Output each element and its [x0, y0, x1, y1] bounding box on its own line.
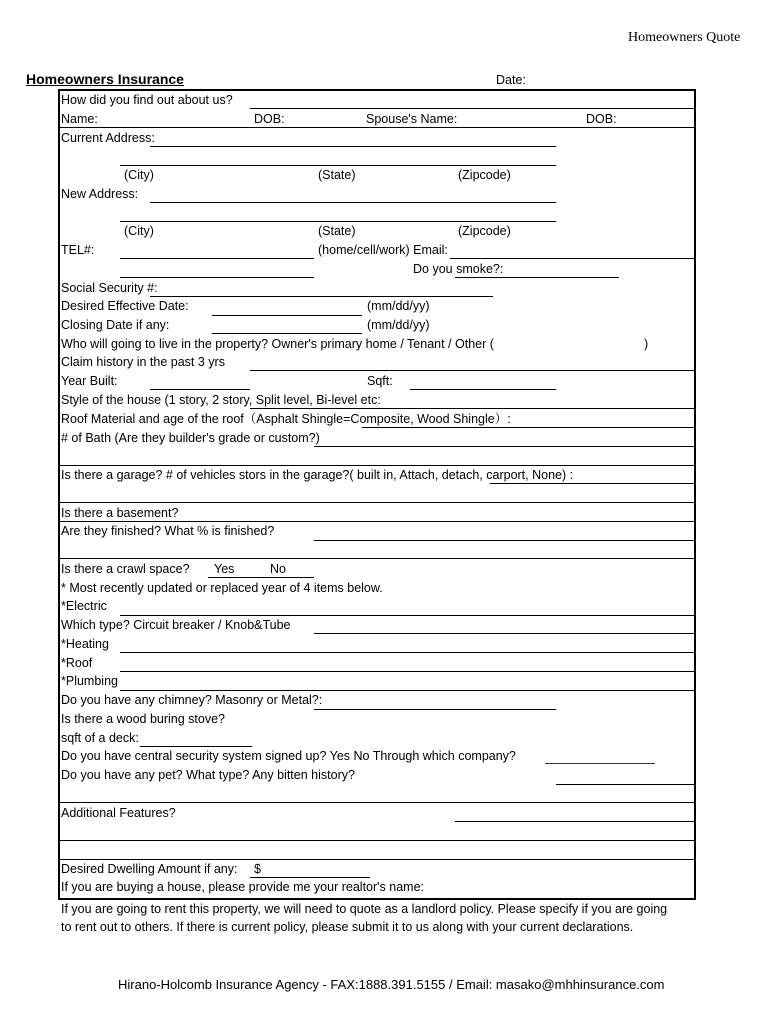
- year-built-field[interactable]: [150, 389, 250, 390]
- plumbing-label: *Plumbing: [61, 674, 118, 688]
- dollar-sign: $: [254, 862, 261, 876]
- security-system-label: Do you have central security system signed up? Yes No Through which company?: [61, 749, 516, 763]
- closing-date-label: Closing Date if any:: [61, 318, 170, 332]
- garage-label: Is there a garage? # of vehicles stors in the garage?( built in, Attach, detach, carport, None) :: [61, 468, 574, 482]
- crawl-space-field[interactable]: [208, 577, 314, 578]
- frame-right-border: [694, 89, 696, 899]
- zipcode-label-2: (Zipcode): [458, 224, 511, 238]
- closing-date-format: (mm/dd/yy): [367, 318, 430, 332]
- heating-field[interactable]: [120, 652, 694, 653]
- garage-field[interactable]: [490, 483, 694, 484]
- crawl-no-option[interactable]: No: [270, 562, 286, 576]
- current-address-label: Current Address:: [61, 131, 155, 145]
- plumbing-field[interactable]: [120, 690, 694, 691]
- name-label: Name:: [61, 112, 98, 126]
- bath-field-2[interactable]: [58, 465, 694, 466]
- occupancy-label: Who will going to live in the property? Owner's primary home / Tenant / Other (: [61, 337, 494, 351]
- bath-label: # of Bath (Are they builder's grade or custom?): [61, 431, 320, 445]
- crawl-space-label: Is there a crawl space?: [61, 562, 190, 576]
- additional-features-label: Additional Features?: [61, 806, 176, 820]
- state-label: (State): [318, 168, 356, 182]
- email-field[interactable]: [450, 258, 694, 259]
- claim-history-field[interactable]: [250, 370, 694, 371]
- effective-date-field[interactable]: [212, 315, 362, 316]
- dwelling-amount-label: Desired Dwelling Amount if any:: [61, 862, 238, 876]
- ssn-field[interactable]: [150, 296, 493, 297]
- effective-date-label: Desired Effective Date:: [61, 299, 189, 313]
- effective-date-format: (mm/dd/yy): [367, 299, 430, 313]
- pet-field-2[interactable]: [58, 802, 694, 803]
- state-label-2: (State): [318, 224, 356, 238]
- agency-footer: Hirano-Holcomb Insurance Agency - FAX:1888.391.5155 / Email: masako@mhhinsurance.com: [118, 977, 665, 992]
- new-address-line2-field[interactable]: [120, 221, 556, 222]
- basement-label: Is there a basement?: [61, 506, 179, 520]
- tel-field[interactable]: [120, 258, 314, 259]
- pet-field[interactable]: [556, 784, 694, 785]
- city-label-2: (City): [124, 224, 154, 238]
- basement-field[interactable]: [58, 521, 694, 522]
- sqft-label: Sqft:: [367, 374, 393, 388]
- breaker-type-label: Which type? Circuit breaker / Knob&Tube: [61, 618, 291, 632]
- finished-label: Are they finished? What % is finished?: [61, 524, 275, 538]
- closing-date-field[interactable]: [212, 333, 362, 334]
- name-row-field[interactable]: [58, 127, 694, 128]
- house-style-label: Style of the house (1 story, 2 story, Split level, Bi-level etc:: [61, 393, 381, 407]
- wood-stove-label: Is there a wood buring stove?: [61, 712, 225, 726]
- roof-field[interactable]: [120, 671, 694, 672]
- smoke-field[interactable]: [455, 277, 619, 278]
- dwelling-amount-field[interactable]: [250, 877, 370, 878]
- current-address-line2-field[interactable]: [120, 165, 556, 166]
- find-out-label: How did you find out about us?: [61, 93, 233, 107]
- dob-label: DOB:: [254, 112, 285, 126]
- frame-top-border: [58, 89, 695, 91]
- rental-note-line1: If you are going to rent this property, we will need to quote as a landlord policy. Please specify if you are going: [61, 902, 668, 916]
- find-out-field[interactable]: [250, 108, 694, 109]
- document-type-label: Homeowners Quote: [628, 30, 741, 45]
- frame-left-border: [58, 89, 60, 899]
- city-label: (City): [124, 168, 154, 182]
- roof-material-label: Roof Material and age of the roof（Asphalt Shingle=Composite, Wood Shingle）:: [61, 412, 511, 426]
- roof-material-field[interactable]: [362, 427, 694, 428]
- form-title: Homeowners Insurance: [26, 71, 184, 87]
- deck-label: sqft of a deck:: [61, 731, 139, 745]
- sqft-field[interactable]: [410, 389, 556, 390]
- spouse-dob-label: DOB:: [586, 112, 617, 126]
- breaker-type-field[interactable]: [314, 633, 694, 634]
- crawl-yes-option[interactable]: Yes: [214, 562, 235, 576]
- finished-field-2[interactable]: [58, 558, 694, 559]
- smoke-label: Do you smoke?:: [413, 262, 504, 276]
- deck-field[interactable]: [140, 746, 252, 747]
- spouse-name-label: Spouse's Name:: [366, 112, 458, 126]
- additional-features-field[interactable]: [455, 821, 694, 822]
- ssn-label: Social Security #:: [61, 281, 158, 295]
- chimney-label: Do you have any chimney? Masonry or Metal?:: [61, 693, 323, 707]
- tel-field-2[interactable]: [120, 277, 314, 278]
- frame-bottom-border: [58, 898, 696, 900]
- occupancy-close-paren: ): [644, 337, 649, 351]
- roof-label: *Roof: [61, 656, 93, 670]
- zipcode-label: (Zipcode): [458, 168, 511, 182]
- garage-field-2[interactable]: [58, 502, 694, 503]
- house-style-field[interactable]: [250, 408, 694, 409]
- new-address-label: New Address:: [61, 187, 139, 201]
- realtor-label: If you are buying a house, please provide me your realtor's name:: [61, 880, 425, 894]
- year-built-label: Year Built:: [61, 374, 118, 388]
- new-address-field[interactable]: [150, 202, 556, 203]
- finished-field[interactable]: [314, 540, 694, 541]
- date-label: Date:: [496, 73, 526, 87]
- electric-field[interactable]: [120, 615, 694, 616]
- recently-updated-label: * Most recently updated or replaced year of 4 items below.: [61, 581, 383, 595]
- electric-label: *Electric: [61, 599, 107, 613]
- rental-note-line2: to rent out to others. If there is current policy, please submit it to us along with your current declarations.: [61, 920, 634, 934]
- heating-label: *Heating: [61, 637, 109, 651]
- additional-features-field-3[interactable]: [58, 859, 694, 860]
- email-label: (home/cell/work) Email:: [318, 243, 448, 257]
- pet-label: Do you have any pet? What type? Any bitten history?: [61, 768, 355, 782]
- chimney-field[interactable]: [314, 709, 556, 710]
- bath-field[interactable]: [314, 446, 694, 447]
- claim-history-label: Claim history in the past 3 yrs: [61, 355, 225, 369]
- security-company-field[interactable]: [545, 763, 655, 764]
- tel-label: TEL#:: [61, 243, 95, 257]
- additional-features-field-2[interactable]: [58, 840, 694, 841]
- current-address-field[interactable]: [150, 146, 556, 147]
